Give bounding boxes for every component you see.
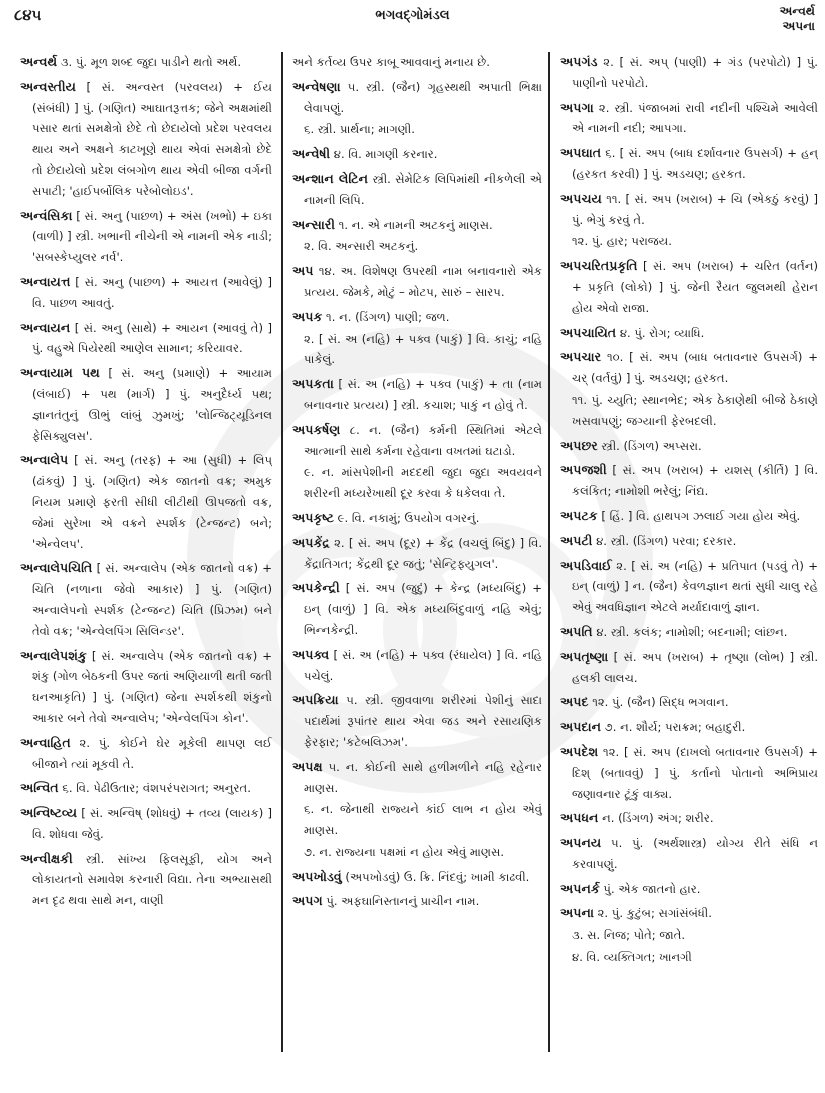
entry-headword: અન્વાયત્ત xyxy=(20,273,71,289)
dictionary-entry xyxy=(292,462,542,504)
dictionary-entry xyxy=(292,215,542,236)
entry-definition: [ સં. અપ (જુદું) + કેન્દ્ર (મધ્યબિંદુ) + ઇન્ (વાળું) ] વિ. એક મધ્યબિંદુવાળું નહિ એવું; ભિન્નકેન્દ્રી. xyxy=(304,581,542,637)
entry-definition: ૨. [ સં. અપ (દૂર) + કેંદ્ર (વચલું બિંદુ) ] વિ. કેંદ્રાતિગત; કેંદ્રથી દૂર જતું; 'સેન્ટ્રિફ્યુગલ'. xyxy=(304,535,542,571)
dictionary-entry xyxy=(560,808,818,829)
entry-headword: અપચરિતપ્રકૃતિ xyxy=(560,258,638,274)
dictionary-entry xyxy=(20,52,272,73)
entry-headword: અન્વસ્તીય xyxy=(20,78,76,94)
entry-headword: અપ xyxy=(292,263,314,279)
dictionary-entry xyxy=(292,261,542,303)
page-number: ૮૪૫ xyxy=(14,6,42,24)
dictionary-entry xyxy=(20,450,272,554)
dictionary-entry xyxy=(20,272,272,314)
entry-definition: પું. એક જાતનો હાર. xyxy=(603,881,701,896)
entry-headword: અન્વાલેપચિતિ xyxy=(20,560,93,576)
dictionary-entry xyxy=(560,347,818,389)
entry-definition: ૧. ન. એ નામની અટકનું માણસ. xyxy=(338,217,493,232)
entry-headword: અપછર xyxy=(560,437,598,453)
book-title: ભગવદ્ગોમંડલ xyxy=(375,8,450,23)
dictionary-entry xyxy=(560,143,818,185)
entry-headword: અપગા xyxy=(560,99,594,115)
entry-headword: અપક્ષ xyxy=(292,758,323,774)
dictionary-entry xyxy=(20,318,272,360)
entry-definition: [ સં. અપ (ખરાબ) + યશસ્ (કીર્તિ) ] વિ. કલંકિત; નામોશી ભરેલું; નિંદ્ય. xyxy=(572,463,818,499)
entry-definition: ૧૨. પું. (જૈન) સિદ્ધ ભગવાન. xyxy=(592,695,729,710)
entry-definition: ૨. સ્ત્રી. પંજાબમાં રાવી નદીની પશ્ચિમે આવેલી એ નામની નદી; આપગા. xyxy=(572,100,818,136)
dictionary-entry xyxy=(560,256,818,318)
entry-definition: ૨. પું. કોઈને ઘેર મૂકેલી થાપણ લઈ બીજાને ત્યાં મૂકવી તે. xyxy=(32,735,272,771)
entry-headword: અન્વિત xyxy=(20,780,59,796)
dictionary-entry xyxy=(560,692,818,713)
entry-definition: ૯. વિ. નકામું; ઉપયોગ વગરનું. xyxy=(337,510,480,525)
dictionary-entry xyxy=(20,206,272,268)
dictionary-entry xyxy=(292,329,542,371)
entry-headword: અપચાર xyxy=(560,349,602,365)
entry-definition: અને કર્તવ્ય ઉપર કાબૂ આવવાનું મનાય છે. xyxy=(292,55,490,69)
entry-definition: ૫. સ્ત્રી. (જૈન) ગૃહસ્થથી અપાતી ભિક્ષા લેવાપણું. xyxy=(304,79,542,115)
entry-definition: [ સં. અનુ (પ્રમાણે) + આયામ (લંબાઈ) + પથ (માર્ગ) ] પું. અનુદૈર્ધ્ય પથ; જ્ઞાનતંતુનું ઊભું લાંબું ઝુમખું; 'લોન્જિટ્યૂડિનલ ફેસિક્યુલસ'. xyxy=(32,366,272,443)
entry-definition: ૧૨. પું. હાર; પરાજય. xyxy=(572,234,672,249)
entry-definition: પું. અફઘાનિસ્તાનનું પ્રાચીન નામ. xyxy=(326,894,480,909)
entry-definition: ૯. ન. માંસપેશીની મદદથી જુદા જુદા અવયવને શરીરની મધ્યરેખાથી દૂર કરવા કે ધકેલવા તે. xyxy=(304,465,542,501)
entry-headword: અપદ xyxy=(560,694,589,710)
entry-definition: [ સં. અ (નહિ) + પક્વ (રંધાયેલ) ] વિ. નહિ પચેલું. xyxy=(304,647,542,683)
entry-definition: [ હિં. ] વિ. હાથપગ ઝલાઈ ગયા હોય એવું. xyxy=(601,508,801,523)
entry-headword: અન્વાયામ પથ xyxy=(20,365,100,381)
dictionary-entry xyxy=(292,374,542,416)
guide-words xyxy=(780,4,815,34)
entry-definition: ૫. સ્ત્રી. જીવવાળા શરીરમાં પેશીનું સાદા પદાર્થમાં રૂપાંતર થાય એવા જડ અને રસાયણિક ફેરફાર; 'કટેબલિઝમ'. xyxy=(304,693,542,749)
entry-headword: અન્વંસિકા xyxy=(20,207,73,223)
entry-definition: ૧૧. પું. ચ્યુતિ; સ્થાનભેદ; એક ઠેકાણેથી બીજે ઠેકાણે ખસવાપણું; જગ્યાની ફેરબદલી. xyxy=(572,392,818,428)
dictionary-entry xyxy=(292,77,542,119)
dictionary-entry xyxy=(292,891,542,912)
entry-definition: ૪. વિ. માગણી કરનાર. xyxy=(333,147,438,162)
dictionary-entry xyxy=(20,646,272,729)
entry-definition: ૩. પું. મૂળ શબ્દ જુદા પાડીને થતો અર્થ. xyxy=(60,55,242,69)
entry-definition: ૧૨. [ સં. અપ (દાખલો બતાવનાર ઉપસર્ગ) + દિશ્ (બતાવવું) ] પું. કર્તાનો પોતાનો અભિપ્રાય જણાવનાર ટૂંકું વાક્ય. xyxy=(572,744,818,801)
entry-headword: અપના xyxy=(560,905,594,921)
entry-headword: અપક્વ xyxy=(292,646,330,662)
dictionary-entry xyxy=(20,849,272,911)
dictionary-entry xyxy=(560,98,818,140)
column-1 xyxy=(20,52,272,1087)
entry-headword: અપડિવાઈ xyxy=(560,557,612,573)
entry-headword: અપક્રિયા xyxy=(292,692,339,708)
entry-definition: [ સં. અનુ (તરફ) + આ (સુધી) + લિપ્ (ઢાંકવું) ] પું. (ગણિત) એક જાતનો વક્ર; અમુક નિયમ પ્રમાણે ફરતી સીધી લીટીથી ઊપજતો વક્ર, જેમાં સુરેખા એ વક્રને સ્પર્શક (ટેન્જન્ટ) બને; 'એન્વેલપ'. xyxy=(32,453,272,551)
dictionary-entry xyxy=(560,390,818,432)
page-header xyxy=(0,0,825,40)
entry-headword: અપનય xyxy=(560,835,602,851)
entry-headword: અપકર્ષણ xyxy=(292,421,341,437)
entry-headword: અપદાન xyxy=(560,719,601,735)
entry-headword: અન્સારી xyxy=(292,216,335,232)
column-3 xyxy=(560,52,818,1087)
entry-definition: ન. (ડિંગળ) અંગ; શરીર. xyxy=(602,811,714,826)
dictionary-entry xyxy=(292,307,542,328)
entry-definition: ૫. ન. કોઈની સાથે હળીમળીને નહિ રહેનાર માણસ. xyxy=(304,759,542,795)
dictionary-entry xyxy=(560,52,818,94)
dictionary-entry xyxy=(292,119,542,140)
guide-word-last: અપના xyxy=(782,19,815,33)
entry-definition: [ સં. અપ (ખરાબ) + તૃષ્ણા (લોભ) ] સ્ત્રી. હલકી લાલચ. xyxy=(572,649,818,685)
entry-headword: અપકૃષ્ટ xyxy=(292,509,334,525)
entry-definition: ૨. [ સં. અપ્ (પાણી) + ગંડ (પરપોટો) ] પું. પાણીનો પરપોટો. xyxy=(572,55,818,90)
column-2 xyxy=(292,52,542,1087)
entry-definition: [ સં. અન્વાલેપ (એક જાતનો વક્ર) + શંકુ (ગોળ બેઠકની ઉપર જતાં અણિયાળી થતી જતી ઘનઆકૃતિ) ] પું. (ગણિત) જેના સ્પર્શકથી શંકુનો આકાર બને તેવો અન્વાલેપ; 'એન્વેલપિંગ કોન'. xyxy=(32,648,272,725)
entry-definition: ૪. વિ. વ્યક્તિગત; ખાનગી xyxy=(572,950,692,965)
entry-headword: અન્વર્થ xyxy=(20,54,58,69)
dictionary-entry xyxy=(292,144,542,165)
entry-headword: અન્વેષી xyxy=(292,146,331,162)
entry-definition: (અપખોડવું) ઉ. ક્રિ. નિંદવું; ખામી કાઢવી. xyxy=(345,869,530,884)
column-divider xyxy=(281,52,283,1052)
entry-headword: અપનર્ક xyxy=(560,880,600,896)
dictionary-entry xyxy=(292,420,542,462)
entry-headword: અન્વાયન xyxy=(20,319,71,335)
entry-headword: અપક xyxy=(292,308,323,324)
entry-headword: અપખોડવું xyxy=(292,868,342,884)
dictionary-entry xyxy=(292,842,542,863)
entry-headword: અપદેશ xyxy=(560,743,599,759)
entry-headword: અન્વીક્ષકી xyxy=(20,850,73,866)
dictionary-entry xyxy=(292,169,542,211)
entry-headword: અન્વાલેપશંકુ xyxy=(20,647,87,663)
entry-headword: અપતૃષ્ણા xyxy=(560,648,609,664)
entry-definition: ૧૧. [ સં. અપ (ખરાબ) + ચિ (એકઠું કરવું) ] પું. ભેગું કરવું તે. xyxy=(572,191,818,227)
entry-definition: [ સં. અનુ (પાછળ) + અંસ (ખભો) + ઇકા (વાળી) ] સ્ત્રી. ખભાની નીચેની એ નામની એક નાડી; 'સબસ્કેપ્યુલર નર્વ'. xyxy=(32,208,272,265)
entry-definition: ૭. ન. શૌર્ય; પરાક્રમ; બહાદુરી. xyxy=(604,720,746,735)
dictionary-entry xyxy=(560,717,818,738)
dictionary-entry xyxy=(292,236,542,257)
entry-headword: અપઘાત xyxy=(560,145,602,161)
dictionary-entry xyxy=(560,460,818,502)
dictionary-entry xyxy=(560,647,818,689)
entry-definition: ૬. ન. જેનાથી રાજ્યને કાંઈ લાભ ન હોય એવું માણસ. xyxy=(304,802,542,838)
entry-definition: [ સં. અનુ (પાછળ) + આયત્ત (આવેલું) ] વિ. પાછળ આવતું. xyxy=(32,274,272,310)
dictionary-entry xyxy=(20,778,272,799)
entry-definition: ૧૦. [ સં. અપ (બાધ બતાવનાર ઉપસર્ગ) + ચર્ (વર્તવું) ] પું. અડચણ; હરકત. xyxy=(572,350,818,386)
entry-definition: ૫. પું. (અર્થશાસ્ત્ર) યોગ્ય રીતે સંધિ ન કરવાપણું. xyxy=(572,836,818,871)
entry-headword: અપકતા xyxy=(292,376,334,392)
dictionary-entry xyxy=(560,925,818,946)
entry-definition: ૬. સ્ત્રી. પ્રાર્થના; માગણી. xyxy=(304,122,415,137)
entry-headword: અન્વિષ્ટવ્ય xyxy=(20,805,78,821)
entry-definition: [ સં. અનુ (સાથે) + આયન (આવવું તે) ] પું. વહુએ પિયેરથી આણેલ સામાન; કરિયાવર. xyxy=(32,320,272,356)
entry-definition: ૪. સ્ત્રી. કલંક; નામોશી; બદનામી; લાંછન. xyxy=(596,624,788,639)
dictionary-entry xyxy=(560,323,818,344)
dictionary-entry xyxy=(560,556,818,618)
dictionary-entry xyxy=(20,558,272,641)
entry-definition: ૩. સ. નિજ; પોતે; જાતે. xyxy=(572,928,686,943)
dictionary-entry xyxy=(292,645,542,687)
entry-headword: અપધન xyxy=(560,810,599,826)
dictionary-entry xyxy=(560,742,818,804)
entry-headword: અપજશી xyxy=(560,462,607,478)
entry-definition: સ્ત્રી. (ડિંગળ) અપ્સરા. xyxy=(601,438,702,453)
guide-word-first: અન્વર્થ xyxy=(779,4,815,18)
entry-definition: [ સં. અન્વાલેપ (એક જાતનો વક્ર) + ચિતિ (નળાના જેવો આકાર) ] પું. (ગણિત) અન્વાલેપનો સ્પર્શક (ટેન્જન્ટ) ચિતિ (પ્રિઝમ) બને તેવો વક્ર; 'એન્વેલપિંગ સિલિન્ડર'. xyxy=(32,561,272,638)
entry-headword: અપટક xyxy=(560,507,598,523)
entry-headword: અપતિ xyxy=(560,623,593,639)
dictionary-entry xyxy=(560,531,818,552)
entry-headword: અન્વેષણા xyxy=(292,78,341,94)
entry-headword: અન્વાહિત xyxy=(20,734,71,750)
entry-definition: [ સં. અન્વિષ્ (શોધવું) + તવ્ય (લાયક) ] વિ. શોધવા જેવું. xyxy=(32,806,272,841)
entry-headword: અપટી xyxy=(560,532,593,548)
dictionary-entry xyxy=(292,533,542,575)
entry-headword: અપકેંદ્ર xyxy=(292,534,330,550)
dictionary-entry xyxy=(292,867,542,888)
entry-definition: સ્ત્રી. સેમેટિક લિપિમાંથી નીકળેલી એ નામની લિપિ. xyxy=(304,171,542,207)
dictionary-entry xyxy=(292,578,542,640)
dictionary-entry xyxy=(560,833,818,875)
entry-definition: ૭. ન. રાજ્યના પક્ષમાં ન હોય એવું માણસ. xyxy=(304,844,505,859)
entry-definition: [ સં. અ (નહિ) + પક્વ (પાકું) + તા (નામ બનાવનાર પ્રત્યય) ] સ્ત્રી. કચાશ; પાકું ન હોવું તે. xyxy=(304,377,542,412)
dictionary-entry xyxy=(560,903,818,924)
dictionary-entry xyxy=(560,622,818,643)
entry-definition: ૨. પું. કુટુંબ; સગાંસંબંધી. xyxy=(597,906,712,921)
dictionary-entry xyxy=(560,436,818,457)
entry-definition: ૬. [ સં. અપ (બાધ દર્શાવનાર ઉપસર્ગ) + હન્ (હરકત કરવી) ] પું. અડચણ; હરકત. xyxy=(572,146,818,181)
entry-headword: અપકેન્દ્રી xyxy=(292,580,340,596)
entry-headword: અપચાયિત xyxy=(560,324,617,340)
dictionary-entry xyxy=(20,803,272,845)
entry-definition: ૨. [ સં. અ (નહિ) + પક્વ (પાકું) ] વિ. કાચું; નહિ પાકેલું. xyxy=(304,331,542,367)
entry-definition: ૧૪. અ. વિશેષણ ઉપરથી નામ બનાવનારો એક પ્રત્યય. જેમકે, મોટું – મોટપ, સારું – સારપ. xyxy=(304,264,542,299)
dictionary-entry xyxy=(20,363,272,446)
entry-definition: [ સં. અન્વસ્ત (પરવલય) + ઈય (સંબંધી) ] પું. (ગણિત) આઘાતરૂત્તક; જેને અક્ષમાંથી પસાર થતાં સમક્ષેત્રો છેદે તો છેદાયેલો પ્રદેશ પરવલય થાય અને અક્ષને કાટખૂણે થાય એવાં સમક્ષેત્રો છેદે તો છેદાયેલો પ્રદેશ લંબગોળ થાય એવી બીજા વર્ગની સપાટી; 'હાઈપર્બોલિક પરેબોલોઇડ'. xyxy=(32,79,272,198)
dictionary-entry xyxy=(560,231,818,252)
entry-definition: ૪. પું. રોગ; વ્યાધિ. xyxy=(619,325,705,340)
entry-definition: ૨. [ સં. અ (નહિ) + પ્રતિપાત (પડવું તે) + ઇન્ (વાળું) ] ન. (જૈન) કેવળજ્ઞાન થતાં સુધી ચાલુ રહે એવું અવધિજ્ઞાન એટલે મર્યાદાવાળું જ્ઞાન. xyxy=(572,558,818,615)
entry-headword: અપચય xyxy=(560,190,602,206)
entry-headword: અપગ xyxy=(292,893,323,909)
column-divider xyxy=(548,52,550,1052)
dictionary-entry xyxy=(292,508,542,529)
entry-headword: અન્શાન લેટિન xyxy=(292,170,368,186)
entry-definition: ૮. ન. (જૈન) કર્મની સ્થિતિમાં એટલે આત્માની સાથે કર્મના રહેવાના વખતમાં ઘટાડો. xyxy=(304,422,542,458)
dictionary-entry xyxy=(20,733,272,775)
entry-definition: ૬. વિ. પેઢીઉતાર; વંશપરંપરાગત; અનુરત. xyxy=(62,781,251,796)
entry-headword: અપગંડ xyxy=(560,54,598,69)
entry-definition: [ સં. અપ (ખરાબ) + ચરિત (વર્તન) + પ્રકૃતિ (લોકો) ] પું. જેની રૈયત જુલમથી હેરાન હોય એવો રાજા. xyxy=(572,259,818,315)
entry-headword: અન્વાલેપ xyxy=(20,452,69,468)
dictionary-entry xyxy=(292,52,542,73)
dictionary-entry xyxy=(292,757,542,799)
dictionary-entry xyxy=(560,879,818,900)
entry-definition: ૨. વિ. અન્સારી અટકનું. xyxy=(304,239,419,254)
entry-definition: ૪. સ્ત્રી. (ડિંગળ) પરવા; દરકાર. xyxy=(596,533,737,548)
dictionary-entry xyxy=(560,189,818,231)
entry-definition: ૧. ન. (ડિંગળ) પાણી; જળ. xyxy=(326,309,450,324)
dictionary-entry xyxy=(560,506,818,527)
dictionary-entry xyxy=(292,690,542,752)
dictionary-entry xyxy=(292,799,542,841)
dictionary-entry xyxy=(560,947,818,968)
entry-definition: સ્ત્રી. સાંખ્ય ફિલસૂફી, યોગ અને લોકાયતનો સમાવેશ કરનારી વિદ્યા. તેના અભ્યાસથી મન દૃઢ થવા સાથે મન, વાણી xyxy=(32,851,272,908)
dictionary-entry xyxy=(20,77,272,202)
